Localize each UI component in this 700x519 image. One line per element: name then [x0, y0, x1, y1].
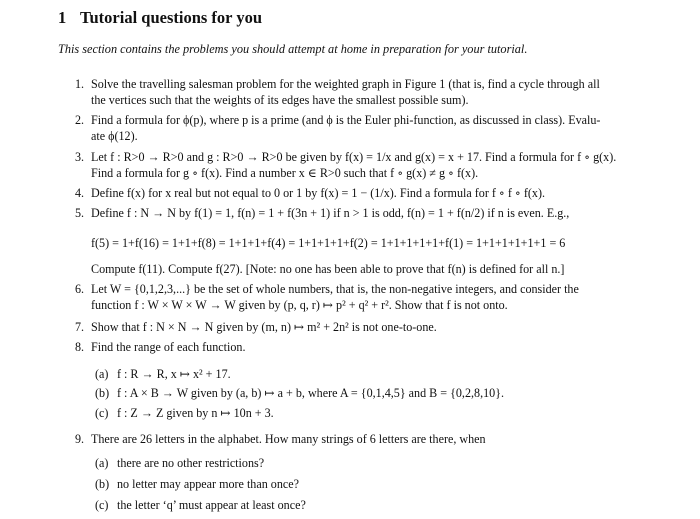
question-9-part-b-label: (b) [95, 477, 110, 491]
question-9-part-a-text: there are no other restrictions? [117, 456, 265, 470]
question-8-part-c-text: f : Z → Z given by n ↦ 10n + 3. [117, 406, 274, 420]
question-8-number: 8. [75, 340, 85, 354]
question-6-number: 6. [75, 282, 85, 296]
question-8-part-a-label: (a) [95, 367, 109, 381]
question-2-line-1: Find a formula for ϕ(p), where p is a prime (and ϕ is the Euler phi-function, as discussed in class). Evalu- [91, 113, 601, 127]
question-9-part-b-text: no letter may appear more than once? [117, 477, 299, 491]
question-4-line-1: Define f(x) for x real but not equal to 0 or 1 by f(x) = 1 − (1/x). Find a formula for f ∘ f ∘ f(x). [91, 186, 546, 200]
question-2-number: 2. [75, 113, 85, 127]
question-8-part-b-text: f : A × B → W given by (a, b) ↦ a + b, where A = {0,1,4,5} and B = {0,2,8,10}. [117, 386, 505, 400]
question-5-equation: f(5) = 1+f(16) = 1+1+f(8) = 1+1+1+f(4) = 1+1+1+1+f(2) = 1+1+1+1+1+f(1) = 1+1+1+1+1+1 = 6 [91, 236, 566, 250]
question-2-line-2: ate ϕ(12). [91, 129, 138, 143]
question-3-line-2: Find a formula for g ∘ f(x). Find a number x ∈ R>0 such that f ∘ g(x) ≠ g ∘ f(x). [91, 166, 479, 180]
question-8-part-a-text: f : R → R, x ↦ x² + 17. [117, 367, 231, 381]
question-9-line-1: There are 26 letters in the alphabet. How many strings of 6 letters are there, when [91, 432, 486, 446]
question-3-number: 3. [75, 150, 85, 164]
question-9-number: 9. [75, 432, 85, 446]
section-title: Tutorial questions for you [80, 8, 262, 27]
question-7-number: 7. [75, 320, 85, 334]
section-intro: This section contains the problems you should attempt at home in preparation for your tutorial. [58, 42, 528, 56]
question-1-line-1: Solve the travelling salesman problem for the weighted graph in Figure 1 (that is, find a cycle through all [91, 77, 600, 91]
question-6-line-1: Let W = {0,1,2,3,...} be the set of whole numbers, that is, the non-negative integers, and consider the [91, 282, 579, 296]
question-7-line-1: Show that f : N × N → N given by (m, n) ↦ m² + 2n² is not one-to-one. [91, 320, 437, 334]
question-8-part-b-label: (b) [95, 386, 110, 400]
section-number: 1 [58, 8, 67, 27]
question-9-part-c-text: the letter ‘q’ must appear at least once? [117, 498, 306, 512]
question-8-line-1: Find the range of each function. [91, 340, 246, 354]
question-9-part-a-label: (a) [95, 456, 109, 470]
question-6-line-2: function f : W × W × W → W given by (p, q, r) ↦ p² + q² + r². Show that f is not onto. [91, 298, 508, 312]
question-1-line-2: the vertices such that the weights of its edges have the smallest possible sum). [91, 93, 469, 107]
question-5-line-3: Compute f(11). Compute f(27). [Note: no one has been able to prove that f(n) is defined for all n.] [91, 262, 565, 276]
question-9-part-c-label: (c) [95, 498, 109, 512]
question-8-part-c-label: (c) [95, 406, 109, 420]
question-3-line-1: Let f : R>0 → R>0 and g : R>0 → R>0 be given by f(x) = 1/x and g(x) = x + 17. Find a formula for f ∘ g(x). [91, 150, 617, 164]
question-5-number: 5. [75, 206, 85, 220]
question-4-number: 4. [75, 186, 85, 200]
question-1-number: 1. [75, 77, 85, 91]
section-heading [58, 8, 262, 28]
question-5-line-1: Define f : N → N by f(1) = 1, f(n) = 1 + f(3n + 1) if n > 1 is odd, f(n) = 1 + f(n/2) if n is even. E.g., [91, 206, 570, 220]
